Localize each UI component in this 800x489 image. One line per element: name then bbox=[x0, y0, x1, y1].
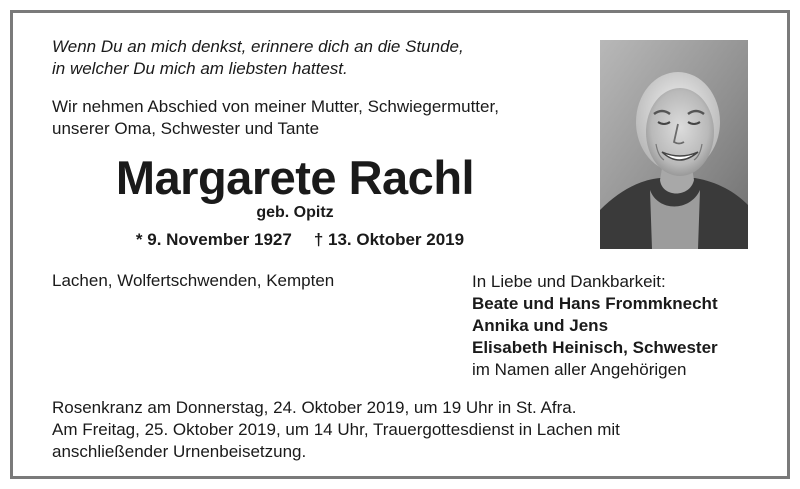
service-info bbox=[52, 397, 620, 463]
death-date: † 13. Oktober 2019 bbox=[313, 230, 465, 249]
life-dates bbox=[0, 230, 600, 250]
service-line-2: Am Freitag, 25. Oktober 2019, um 14 Uhr, Trauergottesdienst in Lachen mit bbox=[52, 420, 620, 439]
service-line-1: Rosenkranz am Donnerstag, 24. Oktober 2019, um 19 Uhr in St. Afra. bbox=[52, 398, 577, 417]
intro-line-1: Wir nehmen Abschied von meiner Mutter, Schwiegermutter, bbox=[52, 97, 499, 116]
poem-line-2: in welcher Du mich am liebsten hattest. bbox=[52, 59, 348, 78]
mourner-name: Annika und Jens bbox=[472, 316, 609, 335]
birth-date: * 9. November 1927 bbox=[135, 230, 292, 249]
mourner-name: Elisabeth Heinisch, Schwester bbox=[472, 338, 718, 357]
poem-line-1: Wenn Du an mich denkst, erinnere dich an die Stunde, bbox=[52, 37, 464, 56]
intro-line-2: unserer Oma, Schwester und Tante bbox=[52, 119, 320, 138]
portrait-photo bbox=[600, 40, 748, 249]
deceased-name: Margarete Rachl bbox=[115, 151, 475, 204]
mourners-block bbox=[472, 271, 718, 381]
service-line-3: anschließender Urnenbeisetzung. bbox=[52, 442, 307, 461]
mourners-footer: im Namen aller Angehörigen bbox=[472, 360, 687, 379]
mourner-name: Beate und Hans Frommknecht bbox=[472, 294, 718, 313]
mourners-heading: In Liebe und Dankbarkeit: bbox=[472, 272, 666, 291]
maiden-name: geb. Opitz bbox=[256, 204, 334, 221]
places: Lachen, Wolfertschwenden, Kempten bbox=[52, 271, 335, 290]
